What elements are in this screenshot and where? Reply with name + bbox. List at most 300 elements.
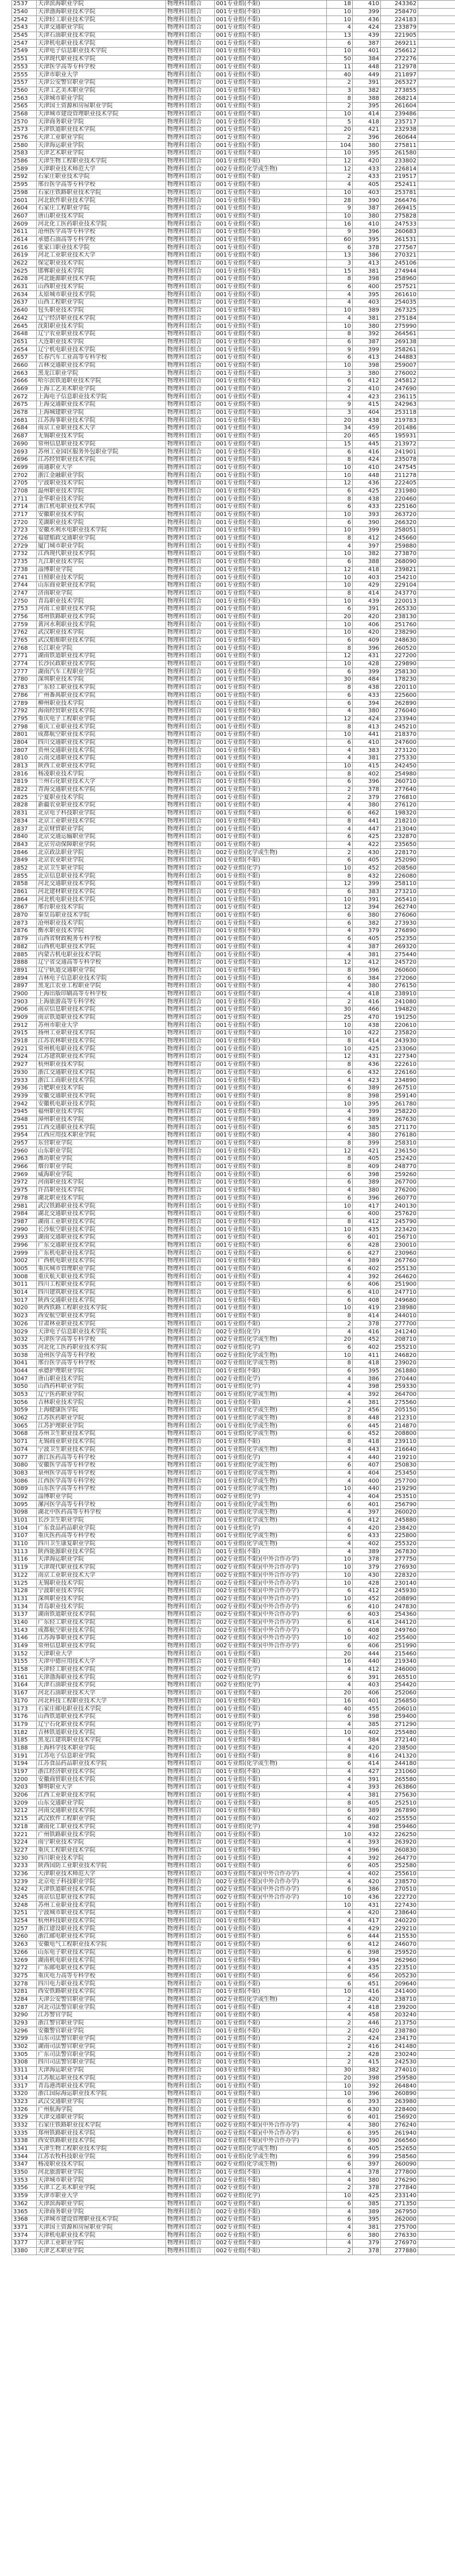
school-name-cell: 常州信息职业技术学院	[37, 440, 166, 448]
subject-category-cell: 物理科目组合	[166, 1336, 215, 1344]
school-code-cell: 3194	[12, 1760, 37, 1768]
min-score-cell: 400	[353, 283, 381, 291]
table-row	[12, 1367, 455, 1375]
school-name-cell: 天津机电职业技术学院	[37, 2232, 166, 2240]
table-row	[12, 2019, 455, 2027]
note-cell	[418, 2051, 455, 2059]
school-name-cell: 辽宁石化职业技术学院	[37, 1721, 166, 1729]
subject-category-cell: 物理科目组合	[166, 1862, 215, 1870]
school-name-cell: 江苏护理职业学院	[37, 1422, 166, 1430]
plan-count-cell: 12	[327, 566, 353, 574]
subject-category-cell: 物理科目组合	[166, 2161, 215, 2169]
min-rank-cell: 256790	[381, 1501, 418, 1509]
school-name-cell: 长沙民政职业技术学院	[37, 660, 166, 668]
min-rank-cell: 252350	[381, 935, 418, 943]
min-rank-cell: 244120	[381, 1619, 418, 1627]
note-cell	[418, 32, 455, 40]
min-rank-cell: 241080	[381, 998, 418, 1006]
min-score-cell: 418	[353, 118, 381, 126]
school-code-cell: 2693	[12, 448, 37, 456]
table-row	[12, 385, 455, 393]
school-name-cell: 山东医学高等专科学校	[37, 1485, 166, 1493]
note-cell	[418, 1713, 455, 1721]
min-rank-cell: 230960	[381, 1250, 418, 1258]
major-group-cell: 001专业组(不限)	[215, 79, 327, 87]
major-group-cell: 001专业组(不限)	[215, 1964, 327, 1972]
min-score-cell: 416	[353, 2043, 381, 2051]
school-code-cell: 2699	[12, 464, 37, 472]
major-group-cell: 001专业组(不限)	[215, 1438, 327, 1446]
major-group-cell: 002专业组(不限)(中外合作办学)	[215, 1587, 327, 1595]
note-cell	[418, 778, 455, 786]
note-cell	[418, 1524, 455, 1533]
school-code-cell: 3221	[12, 1831, 37, 1839]
plan-count-cell: 8	[327, 1092, 353, 1100]
subject-category-cell: 物理科目组合	[166, 118, 215, 126]
table-row	[12, 1344, 455, 1352]
school-name-cell: 成都航空职业技术学院	[37, 1627, 166, 1635]
table-row	[12, 1580, 455, 1588]
plan-count-cell: 8	[327, 967, 353, 975]
min-rank-cell: 276330	[381, 2232, 418, 2240]
school-name-cell: 烟台职业学院	[37, 1163, 166, 1171]
major-group-cell: 001专业组(不限)	[215, 307, 327, 315]
plan-count-cell: 4	[327, 1736, 353, 1744]
table-row	[12, 2239, 455, 2247]
plan-count-cell: 6	[327, 911, 353, 920]
table-row	[12, 982, 455, 990]
min-rank-cell: 259460	[381, 1823, 418, 1831]
subject-category-cell: 物理科目组合	[166, 692, 215, 700]
school-code-cell: 3056	[12, 1399, 37, 1407]
min-rank-cell: 269211	[381, 40, 418, 48]
note-cell	[418, 1941, 455, 1949]
note-cell	[418, 676, 455, 684]
subject-category-cell: 物理科目组合	[166, 2121, 215, 2129]
school-code-cell: 3242	[12, 1886, 37, 1894]
major-group-cell: 002专业组(化学)	[215, 864, 327, 872]
subject-category-cell: 物理科目组合	[166, 503, 215, 511]
min-score-cell: 446	[353, 2019, 381, 2027]
min-rank-cell: 263860	[381, 1784, 418, 1792]
major-group-cell: 001专业组(不限)	[215, 786, 327, 794]
major-group-cell: 002专业组(不限)(中外合作办学)	[215, 1580, 327, 1588]
note-cell	[418, 479, 455, 487]
subject-category-cell: 物理科目组合	[166, 2066, 215, 2074]
table-row	[12, 1, 455, 9]
min-score-cell: 409	[353, 637, 381, 645]
min-rank-cell: 276120	[381, 802, 418, 810]
school-code-cell: 3368	[12, 2216, 37, 2224]
subject-category-cell: 物理科目组合	[166, 1414, 215, 1422]
school-name-cell: 天津生物工程职业技术学院	[37, 157, 166, 165]
table-row	[12, 409, 455, 417]
school-name-cell: 江苏海事职业技术学院	[37, 417, 166, 425]
major-group-cell: 001专业组(不限)	[215, 1242, 327, 1250]
min-rank-cell: 233060	[381, 1045, 418, 1053]
subject-category-cell: 物理科目组合	[166, 401, 215, 409]
min-score-cell: 395	[353, 102, 381, 110]
table-row	[12, 1147, 455, 1155]
major-group-cell: 001专业组(不限)	[215, 1933, 327, 1941]
plan-count-cell: 30	[327, 676, 353, 684]
subject-category-cell: 物理科目组合	[166, 1855, 215, 1863]
min-rank-cell: 213040	[381, 825, 418, 833]
min-score-cell: 438	[353, 417, 381, 425]
min-rank-cell: 276890	[381, 928, 418, 936]
major-group-cell: 001专业组(不限)	[215, 1784, 327, 1792]
subject-category-cell: 物理科目组合	[166, 16, 215, 24]
min-rank-cell: 277567	[381, 244, 418, 252]
plan-count-cell: 6	[327, 739, 353, 747]
min-rank-cell: 212978	[381, 63, 418, 71]
school-name-cell: 石家庄铁路职业技术学院	[37, 189, 166, 197]
table-row	[12, 315, 455, 323]
note-cell	[418, 1587, 455, 1595]
note-cell	[418, 574, 455, 582]
plan-count-cell: 4	[327, 1383, 353, 1391]
school-code-cell: 2723	[12, 527, 37, 535]
table-row	[12, 267, 455, 276]
subject-category-cell: 物理科目组合	[166, 1870, 215, 1878]
min-rank-cell: 276180	[381, 1132, 418, 1140]
school-code-cell: 2628	[12, 276, 37, 284]
table-row	[12, 2059, 455, 2067]
subject-category-cell: 物理科目组合	[166, 1580, 215, 1588]
note-cell	[418, 409, 455, 417]
major-group-cell: 002专业组(不限)(中外合作办学)	[215, 1611, 327, 1619]
major-group-cell: 001专业组(不限)	[215, 1092, 327, 1100]
major-group-cell: 001专业组(不限)	[215, 2074, 327, 2082]
note-cell	[418, 1595, 455, 1603]
min-score-cell: 381	[353, 1399, 381, 1407]
min-score-cell: 416	[353, 1328, 381, 1336]
note-cell	[418, 2129, 455, 2137]
school-code-cell: 2601	[12, 197, 37, 205]
table-row	[12, 1069, 455, 1077]
table-row	[12, 1925, 455, 1933]
plan-count-cell: 6	[327, 1807, 353, 1815]
major-group-cell: 001专业组(化学)	[215, 1383, 327, 1391]
school-code-cell: 2870	[12, 911, 37, 920]
school-name-cell: 北京交通运输职业学院	[37, 833, 166, 841]
subject-category-cell: 物理科目组合	[166, 1705, 215, 1713]
note-cell	[418, 1744, 455, 1752]
min-rank-cell: 222405	[381, 479, 418, 487]
school-code-cell: 3191	[12, 1752, 37, 1760]
plan-count-cell: 10	[327, 1564, 353, 1572]
school-name-cell: 安徽交通职业技术学院	[37, 1092, 166, 1100]
plan-count-cell: 4	[327, 1258, 353, 1266]
school-name-cell: 温州职业技术学院	[37, 487, 166, 495]
min-score-cell: 379	[353, 1564, 381, 1572]
school-code-cell: 3209	[12, 1799, 37, 1807]
min-score-cell: 403	[353, 1611, 381, 1619]
major-group-cell: 001专业组(不限)	[215, 87, 327, 95]
table-row	[12, 79, 455, 87]
school-name-cell: 南京铁道职业技术学院	[37, 1014, 166, 1022]
school-name-cell: 安徽电气工程职业技术学院	[37, 1941, 166, 1949]
major-group-cell: 001专业组(不限)	[215, 1925, 327, 1933]
school-name-cell: 浙江国际海运职业技术学院	[37, 2090, 166, 2098]
plan-count-cell: 4	[327, 1878, 353, 1886]
plan-count-cell: 10	[327, 1305, 353, 1313]
plan-count-cell: 10	[327, 621, 353, 629]
min-rank-cell: 255610	[381, 1870, 418, 1878]
major-group-cell: 001专业组(不限)	[215, 1910, 327, 1918]
table-row	[12, 1030, 455, 1038]
major-group-cell: 001专业组(不限)	[215, 1650, 327, 1658]
plan-count-cell: 10	[327, 660, 353, 668]
min-rank-cell: 254420	[381, 1682, 418, 1690]
major-group-cell: 001专业组(不限)	[215, 1030, 327, 1038]
major-group-cell: 001专业组(不限)	[215, 896, 327, 904]
plan-count-cell: 20	[327, 1650, 353, 1658]
min-score-cell: 406	[353, 1642, 381, 1650]
subject-category-cell: 物理科目组合	[166, 2082, 215, 2090]
table-row	[12, 1407, 455, 1415]
min-rank-cell: 273930	[381, 920, 418, 928]
min-rank-cell: 255400	[381, 1635, 418, 1643]
school-code-cell: 2702	[12, 472, 37, 480]
plan-count-cell: 6	[327, 1933, 353, 1941]
min-score-cell: 389	[353, 1179, 381, 1187]
plan-count-cell: 8	[327, 1218, 353, 1226]
plan-count-cell: 4	[327, 24, 353, 32]
min-rank-cell: 252580	[381, 1862, 418, 1870]
min-score-cell: 396	[353, 778, 381, 786]
plan-count-cell: 4	[327, 1477, 353, 1485]
min-score-cell: 438	[353, 495, 381, 503]
table-row	[12, 1776, 455, 1784]
table-row	[12, 362, 455, 370]
note-cell	[418, 212, 455, 220]
school-name-cell: 江苏医药职业学院	[37, 1414, 166, 1422]
note-cell	[418, 935, 455, 943]
min-rank-cell: 268214	[381, 95, 418, 103]
note-cell	[418, 1870, 455, 1878]
school-name-cell: 西安航空职业技术学院	[37, 1312, 166, 1320]
major-group-cell: 001专业组(不限)	[215, 2059, 327, 2067]
school-code-cell: 2813	[12, 762, 37, 770]
note-cell	[418, 425, 455, 433]
school-code-cell: 2897	[12, 982, 37, 990]
table-row	[12, 1949, 455, 1957]
min-score-cell: 387	[353, 338, 381, 346]
school-name-cell: 长春汽车工业高等专科学校	[37, 354, 166, 362]
min-score-cell: 452	[353, 1336, 381, 1344]
min-rank-cell: 265410	[381, 896, 418, 904]
note-cell	[418, 1619, 455, 1627]
min-rank-cell: 205230	[381, 1972, 418, 1980]
note-cell	[418, 755, 455, 763]
plan-count-cell: 2	[327, 849, 353, 857]
table-row	[12, 2129, 455, 2137]
note-cell	[418, 511, 455, 519]
plan-count-cell: 6	[327, 1627, 353, 1635]
table-row	[12, 1682, 455, 1690]
plan-count-cell: 6	[327, 2113, 353, 2121]
school-code-cell: 2625	[12, 267, 37, 276]
note-cell	[418, 1674, 455, 1682]
plan-count-cell: 4	[327, 1957, 353, 1965]
school-name-cell: 重庆工程职业技术学院	[37, 1846, 166, 1855]
school-code-cell: 2996	[12, 1242, 37, 1250]
min-rank-cell: 213750	[381, 2019, 418, 2027]
min-rank-cell: 216640	[381, 1446, 418, 1454]
subject-category-cell: 物理科目组合	[166, 1226, 215, 1234]
note-cell	[418, 527, 455, 535]
min-rank-cell: 235650	[381, 841, 418, 849]
school-name-cell: 湖南工业职业技术学院	[37, 1218, 166, 1226]
note-cell	[418, 1988, 455, 1996]
plan-count-cell: 6	[327, 1069, 353, 1077]
table-row	[12, 2113, 455, 2121]
subject-category-cell: 物理科目组合	[166, 495, 215, 503]
note-cell	[418, 904, 455, 912]
major-group-cell: 001专业组(不限)	[215, 668, 327, 676]
note-cell	[418, 142, 455, 150]
subject-category-cell: 物理科目组合	[166, 864, 215, 872]
min-rank-cell: 260644	[381, 134, 418, 142]
subject-category-cell: 物理科目组合	[166, 1297, 215, 1305]
min-score-cell: 386	[353, 1886, 381, 1894]
min-rank-cell: 246000	[381, 1666, 418, 1674]
major-group-cell: 001专业组(不限)	[215, 911, 327, 920]
table-row	[12, 8, 455, 16]
school-name-cell: 长沙航空职业技术学院	[37, 1226, 166, 1234]
table-row	[12, 1461, 455, 1469]
school-name-cell: 重庆电子工程职业学院	[37, 715, 166, 723]
major-group-cell: 001专业组(不限)	[215, 71, 327, 79]
plan-count-cell: 2	[327, 2059, 353, 2067]
school-code-cell: 2882	[12, 943, 37, 951]
min-score-cell: 381	[353, 755, 381, 763]
school-code-cell: 2816	[12, 770, 37, 778]
school-code-cell: 3188	[12, 1744, 37, 1752]
table-row	[12, 911, 455, 920]
school-name-cell: 河北机电职业技术学院	[37, 896, 166, 904]
school-code-cell: 3212	[12, 1807, 37, 1815]
major-group-cell: 001专业组(不限)	[215, 432, 327, 440]
min-score-cell: 378	[353, 786, 381, 794]
subject-category-cell: 物理科目组合	[166, 220, 215, 228]
school-code-cell: 3236	[12, 1870, 37, 1878]
school-code-cell: 2729	[12, 542, 37, 550]
school-name-cell: 四川电力职业技术学院	[37, 1980, 166, 1988]
min-rank-cell: 244180	[381, 1760, 418, 1768]
note-cell	[418, 1894, 455, 1902]
plan-count-cell: 4	[327, 2239, 353, 2247]
min-rank-cell: 226160	[381, 1069, 418, 1077]
note-cell	[418, 2035, 455, 2043]
min-score-cell: 441	[353, 731, 381, 739]
table-row	[12, 157, 455, 165]
plan-count-cell: 6	[327, 1289, 353, 1297]
note-cell	[418, 24, 455, 32]
note-cell	[418, 534, 455, 542]
min-score-cell: 416	[353, 448, 381, 456]
major-group-cell: 002专业组(化学或生物)	[215, 2161, 327, 2169]
min-score-cell: 403	[353, 299, 381, 307]
table-row	[12, 629, 455, 637]
note-cell	[418, 503, 455, 511]
plan-count-cell: 6	[327, 700, 353, 708]
major-group-cell: 001专业组(不限)	[215, 598, 327, 606]
school-name-cell: 浙江工商职业技术学院	[37, 1077, 166, 1085]
plan-count-cell: 8	[327, 1799, 353, 1807]
min-rank-cell: 267950	[381, 2208, 418, 2216]
min-score-cell: 424	[353, 2035, 381, 2043]
school-code-cell: 3167	[12, 1689, 37, 1697]
min-score-cell: 452	[353, 864, 381, 872]
min-rank-cell: 273210	[381, 888, 418, 896]
school-code-cell: 3071	[12, 1438, 37, 1446]
note-cell	[418, 1163, 455, 1171]
min-score-cell: 420	[353, 1910, 381, 1918]
min-score-cell: 378	[353, 2247, 381, 2255]
subject-category-cell: 物理科目组合	[166, 589, 215, 598]
table-row	[12, 323, 455, 331]
subject-category-cell: 物理科目组合	[166, 1328, 215, 1336]
subject-category-cell: 物理科目组合	[166, 574, 215, 582]
min-rank-cell: 239486	[381, 110, 418, 118]
min-score-cell: 420	[353, 629, 381, 637]
subject-category-cell: 物理科目组合	[166, 849, 215, 857]
note-cell	[418, 1186, 455, 1194]
min-score-cell: 392	[353, 2082, 381, 2090]
note-cell	[418, 346, 455, 354]
major-group-cell: 001专业组(不限)	[215, 1548, 327, 1556]
subject-category-cell: 物理科目组合	[166, 1635, 215, 1643]
major-group-cell: 001专业组(化学)	[215, 1524, 327, 1533]
major-group-cell: 001专业组(不限)	[215, 755, 327, 763]
subject-category-cell: 物理科目组合	[166, 1713, 215, 1721]
plan-count-cell: 18	[327, 1, 353, 9]
subject-category-cell: 物理科目组合	[166, 1258, 215, 1266]
plan-count-cell: 6	[327, 2161, 353, 2169]
min-score-cell: 413	[353, 723, 381, 731]
school-name-cell: 四川卫生康复职业学院	[37, 1540, 166, 1548]
min-rank-cell: 215460	[381, 1650, 418, 1658]
school-name-cell: 长江职业学院	[37, 645, 166, 653]
school-name-cell: 重庆城市管理职业学院	[37, 1265, 166, 1273]
table-row	[12, 967, 455, 975]
school-name-cell: 长沙卫生职业学院	[37, 1516, 166, 1524]
major-group-cell: 001专业组(不限)	[215, 1069, 327, 1077]
min-score-cell: 391	[353, 79, 381, 87]
school-code-cell: 2933	[12, 1077, 37, 1085]
min-score-cell: 412	[353, 378, 381, 386]
school-name-cell: 安徽职业技术学院	[37, 511, 166, 519]
note-cell	[418, 519, 455, 527]
note-cell	[418, 1493, 455, 1501]
note-cell	[418, 1917, 455, 1925]
table-row	[12, 542, 455, 550]
min-score-cell: 378	[353, 2185, 381, 2193]
school-code-cell: 2551	[12, 55, 37, 63]
min-score-cell: 382	[353, 550, 381, 558]
min-rank-cell: 238570	[381, 1878, 418, 1886]
table-row	[12, 1139, 455, 1147]
major-group-cell: 001专业组(不限)	[215, 1108, 327, 1116]
min-rank-cell: 233140	[381, 2192, 418, 2200]
major-group-cell: 001专业组(不限)	[215, 1077, 327, 1085]
subject-category-cell: 物理科目组合	[166, 1171, 215, 1179]
major-group-cell: 001专业组(不限)	[215, 259, 327, 267]
major-group-cell: 001专业组(不限)	[215, 299, 327, 307]
school-code-cell: 3152	[12, 1650, 37, 1658]
